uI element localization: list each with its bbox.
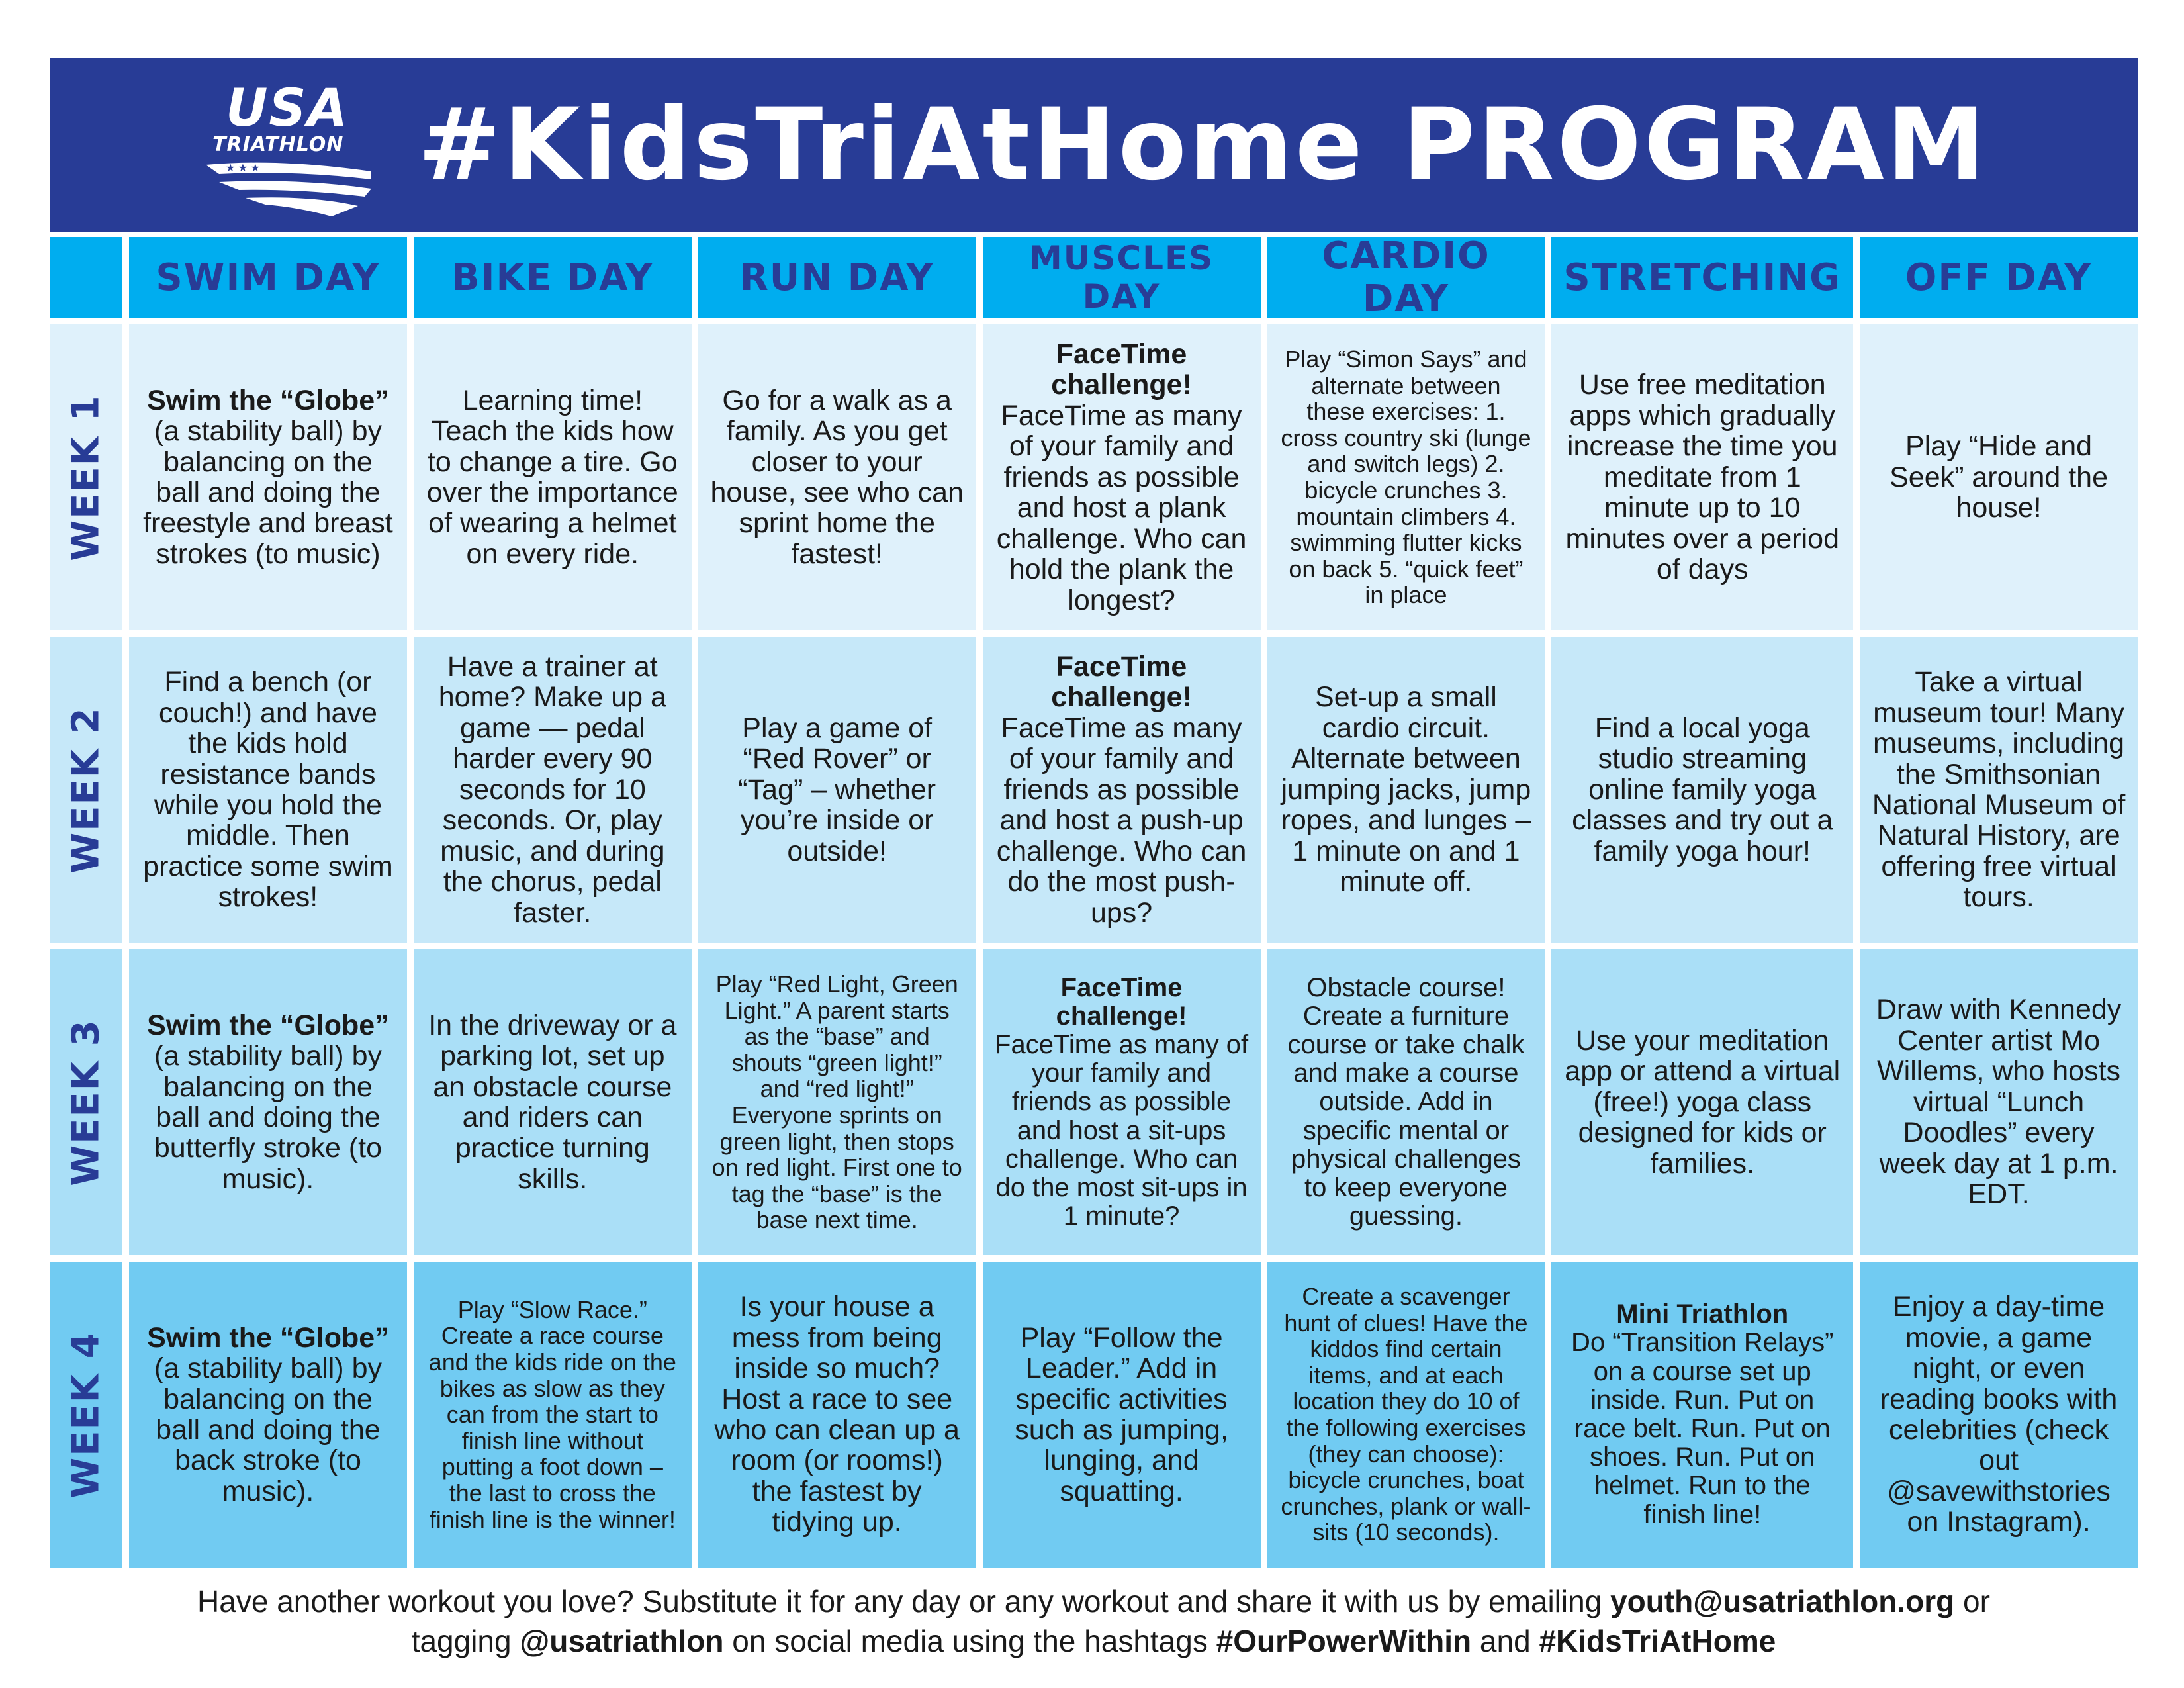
activity-title: Swim the “Globe”	[147, 384, 389, 416]
week-label	[50, 949, 122, 1255]
footer-note	[50, 1582, 2138, 1662]
column-header-3: MUSCLES DAY	[983, 237, 1261, 318]
column-header-1: BIKE DAY	[414, 237, 692, 318]
week-label-text: WEEK 2	[64, 706, 108, 874]
activity-cell	[414, 324, 692, 630]
column-header-6: OFF DAY	[1860, 237, 2138, 318]
activity-text: Play “Follow the Leader.” Add in specific activities such as jumping, lunging, and squatting.	[1015, 1321, 1228, 1507]
activity-text: FaceTime as many of your family and friends as possible and host a plank challenge. Who can hold the plank the longest?	[996, 399, 1247, 616]
activity-cell	[129, 1262, 407, 1568]
activity-title: FaceTime challenge!	[1051, 338, 1192, 401]
activity-cell	[1551, 949, 1853, 1255]
activity-text: Play a game of “Red Rover” or “Tag” – whether you’re inside or outside!	[738, 712, 936, 867]
contact-email: youth@usatriathlon.org	[1610, 1584, 1955, 1618]
activity-text: Use free meditation apps which gradually increase the time you meditate from 1 minute up to 10 minutes over a period of days	[1565, 369, 1839, 586]
activity-text: Draw with Kennedy Center artist Mo Willems, who hosts virtual “Lunch Doodles” every week day at 1 p.m. EDT.	[1876, 994, 2122, 1211]
activity-text: Play “Red Light, Green Light.” A parent starts as the “base” and shouts “green light!” and “red light!” Everyone sprints on green light, then stops on red light. First one to tag the “base” is the base next time.	[711, 970, 962, 1234]
activity-cell	[1267, 1262, 1545, 1568]
activity-text: FaceTime as many of your family and friends as possible and host a push-up challenge. Who can do the most push-ups?	[996, 712, 1247, 929]
footer-text: Have another workout you love? Substitute it for any day or any workout and share it with us by emailing	[197, 1584, 1611, 1618]
activity-title: FaceTime challenge!	[1051, 651, 1192, 714]
week-label-text: WEEK 1	[64, 393, 108, 561]
activity-text: Use your meditation app or attend a virtual (free!) yoga class designed for kids or families.	[1565, 1024, 1841, 1180]
week-label	[50, 324, 122, 630]
activity-text: Obstacle course! Create a furniture course or take chalk and make a course outside. Add in specific mental or physical challenges to keep everyone guessing.	[1287, 972, 1525, 1231]
flag-swoosh-icon	[199, 152, 378, 218]
activity-title: FaceTime challenge!	[1056, 972, 1187, 1031]
activity-cell	[1551, 324, 1853, 630]
activity-text: (a stability ball) by balancing on the ball and doing the freestyle and breast strokes (to music)	[143, 415, 393, 570]
program-table	[50, 234, 2138, 1568]
activity-text: (a stability ball) by balancing on the ball and doing the back stroke (to music).	[154, 1352, 382, 1507]
footer-text: on social media using the hashtags	[723, 1623, 1216, 1658]
hashtag-kidstriathome: #KidsTriAtHome	[1539, 1623, 1776, 1658]
activity-cell	[1267, 324, 1545, 630]
activity-cell	[129, 324, 407, 630]
social-handle: @usatriathlon	[520, 1623, 724, 1658]
activity-cell	[698, 1262, 976, 1568]
activity-text: Play “Hide and Seek” around the house!	[1889, 430, 2108, 524]
activity-cell	[983, 949, 1261, 1255]
activity-text: Have a trainer at home? Make up a game — pedal harder every 90 seconds for 10 seconds. Or, play music, and during the chorus, pedal faster.	[438, 651, 666, 929]
column-header-2: RUN DAY	[698, 237, 976, 318]
usa-triathlon-logo	[199, 72, 378, 218]
activity-cell	[129, 637, 407, 943]
activity-cell	[698, 637, 976, 943]
activity-cell	[414, 1262, 692, 1568]
footer-text: tagging	[411, 1623, 520, 1658]
column-header-4: CARDIO DAY	[1267, 237, 1545, 318]
activity-cell	[1860, 1262, 2138, 1568]
activity-cell	[1860, 637, 2138, 943]
activity-text: Is your house a mess from being inside so much? Host a race to see who can clean up a room (or rooms!) the fastest by tidying up.	[714, 1291, 960, 1538]
activity-title: Mini Triathlon	[1616, 1299, 1789, 1329]
activity-text: Play “Simon Says” and alternate between these exercises: 1. cross country ski (lunge and switch legs) 2. bicycle crunches 3. mountain climbers 4. swimming flutter kicks on back 5. “quick feet” in place	[1281, 346, 1531, 609]
activity-cell	[983, 1262, 1261, 1568]
activity-title: Swim the “Globe”	[147, 1321, 389, 1354]
activity-text: Find a bench (or couch!) and have the kids hold resistance bands while you hold the middle. Then practice some swim strokes!	[143, 666, 393, 914]
activity-cell	[1551, 637, 1853, 943]
logo-usa-text: USA	[226, 79, 349, 138]
activity-text: Set-up a small cardio circuit. Alternate between jumping jacks, jump ropes, and lunges – 1 minute on and 1 minute off.	[1281, 681, 1531, 898]
activity-cell	[129, 949, 407, 1255]
logo-triathlon-text: TRIATHLON	[212, 133, 344, 156]
activity-cell	[698, 324, 976, 630]
activity-cell	[1860, 324, 2138, 630]
activity-text: Take a virtual museum tour! Many museums, including the Smithsonian National Museum of Natural History, are offering free virtual tours.	[1872, 666, 2126, 914]
header-banner	[50, 58, 2138, 232]
activity-text: Create a scavenger hunt of clues! Have the kiddos find certain items, and at each location they do 10 of the following exercises (they can choose): bicycle crunches, boat crunches, plank or wall-sits (10 seconds).	[1281, 1283, 1531, 1546]
week-label-text: WEEK 4	[64, 1331, 108, 1499]
activity-cell	[414, 637, 692, 943]
activity-cell	[1860, 949, 2138, 1255]
activity-cell	[414, 949, 692, 1255]
week-label	[50, 1262, 122, 1568]
footer-text: or	[1954, 1584, 1990, 1618]
footer-text: and	[1471, 1623, 1539, 1658]
activity-text: Play “Slow Race.” Create a race course and the kids ride on the bikes as slow as they can from the start to finish line without putting a foot down – the last to cross the finish line is the winner!	[428, 1295, 676, 1533]
week-label-text: WEEK 3	[64, 1018, 108, 1186]
activity-text: Do “Transition Relays” on a course set up inside. Run. Put on race belt. Run. Put on shoes. Run. Put on helmet. Run to the finish line!	[1571, 1328, 1834, 1529]
corner-cell	[50, 237, 122, 318]
column-header-5: STRETCHING	[1551, 237, 1853, 318]
activity-text: FaceTime as many of your family and friends as possible and host a sit-ups challenge. Who can do the most sit-ups in 1 minute?	[995, 1030, 1249, 1231]
activity-cell	[698, 949, 976, 1255]
activity-cell	[1267, 949, 1545, 1255]
activity-cell	[1267, 637, 1545, 943]
activity-text: (a stability ball) by balancing on the ball and doing the butterfly stroke (to music).	[154, 1040, 382, 1195]
activity-text: Go for a walk as a family. As you get closer to your house, see who can sprint home the fastest!	[710, 384, 964, 570]
activity-cell	[983, 324, 1261, 630]
hashtag-ourpowerwithin: #OurPowerWithin	[1216, 1623, 1472, 1658]
activity-title: Swim the “Globe”	[147, 1009, 389, 1041]
week-label	[50, 637, 122, 943]
activity-cell	[1551, 1262, 1853, 1568]
activity-cell	[983, 637, 1261, 943]
svg-text:★ ★ ★: ★ ★ ★	[226, 163, 261, 174]
activity-text: Learning time! Teach the kids how to change a tire. Go over the importance of wearing a helmet on every ride.	[426, 384, 678, 570]
page-title: #KidsTriAtHome PROGRAM	[418, 87, 1988, 203]
activity-text: Enjoy a day-time movie, a game night, or even reading books with celebrities (check out @savewithstories on Instagram).	[1880, 1291, 2118, 1538]
activity-text: In the driveway or a parking lot, set up an obstacle course and riders can practice turning skills.	[428, 1009, 677, 1195]
column-header-0: SWIM DAY	[129, 237, 407, 318]
activity-text: Find a local yoga studio streaming online family yoga classes and try out a family yoga hour!	[1572, 712, 1833, 867]
